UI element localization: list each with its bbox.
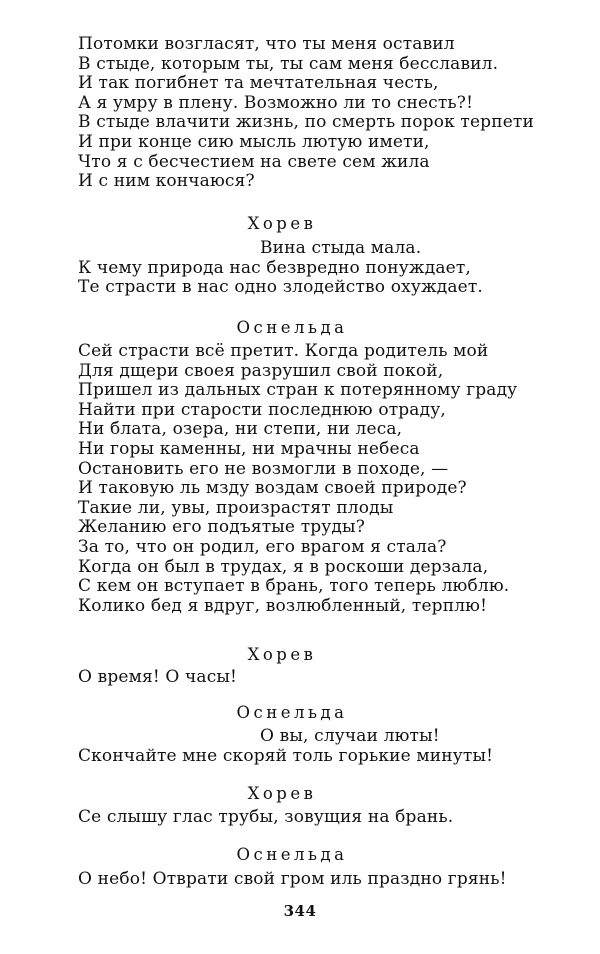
verse-line: Скончайте мне скоряй толь горькие минуты!	[78, 745, 494, 766]
speaker-name: Хорев	[247, 645, 317, 664]
verse-line: Потомки возгласят, что ты меня оставил	[78, 34, 455, 54]
verse-block-1	[78, 35, 538, 192]
verse-line: Се слышу глас трубы, зовущия на брань.	[78, 807, 454, 827]
verse-line: Пришел из дальных стран к потерянному граду	[78, 380, 518, 401]
verse-line: И с ним кончаюся?	[78, 171, 255, 192]
speaker-name: Хорев	[247, 784, 317, 803]
verse-line: За то, что он родил, его врагом я стала?	[78, 536, 447, 557]
verse-line: Для дщери своея разрушил свой покой,	[78, 360, 444, 381]
speaker-name: Оснельда	[236, 703, 348, 722]
verse-line: Вина стыда мала.	[260, 238, 422, 258]
verse-line: Сей страсти всё претит. Когда родитель мой	[78, 341, 489, 361]
verse-line: Что я с бесчестием на свете сем жила	[78, 151, 430, 172]
page-number: 344	[283, 902, 317, 920]
verse-line: О вы, случаи люты!	[260, 726, 440, 746]
verse-line: Те страсти в нас одно злодейство охуждает.	[78, 277, 483, 298]
verse-block-2	[78, 239, 538, 298]
verse-block-7	[78, 870, 538, 890]
verse-block-4	[78, 668, 538, 688]
verse-line: В стыде, которым ты, ты сам меня бесславил.	[78, 53, 499, 74]
verse-line: Ни горы каменны, ни мрачны небеса	[78, 438, 420, 459]
verse-line: Такие ли, увы, произрастят плоды	[78, 497, 394, 518]
verse-line: К чему природа нас безвредно понуждает,	[78, 257, 471, 278]
verse-line: В стыде влачити жизнь, по смерть порок терпети	[78, 112, 534, 133]
verse-line: Остановить его не возмогли в походе, —	[78, 458, 449, 479]
verse-line: Желанию его подъятые труды?	[78, 517, 365, 538]
verse-line: С кем он вступает в брань, того теперь люблю.	[78, 576, 510, 597]
speaker-name: Хорев	[247, 214, 317, 233]
verse-line: И так погибнет та мечтательная честь,	[78, 73, 439, 94]
verse-line: О время! О часы!	[78, 667, 238, 687]
verse-line: Найти при старости последнюю отраду,	[78, 399, 446, 420]
verse-line: Колико бед я вдруг, возлюбленный, терплю!	[78, 595, 488, 616]
verse-line: И таковую ль мзду воздам своей природе?	[78, 478, 467, 499]
verse-line: И при конце сию мысль лютую имети,	[78, 131, 430, 152]
verse-block-3	[78, 342, 538, 616]
verse-line: О небо! Отврати свой гром иль праздно грянь!	[78, 869, 507, 889]
verse-block-5	[78, 727, 538, 766]
verse-block-6	[78, 808, 538, 828]
verse-line: А я умру в плену. Возможно ли то снесть?!	[78, 92, 474, 113]
verse-line: Когда он был в трудах, я в роскоши дерзала,	[78, 556, 489, 577]
speaker-name: Оснельда	[236, 318, 348, 337]
speaker-name: Оснельда	[236, 845, 348, 864]
verse-line: Ни блата, озера, ни степи, ни леса,	[78, 419, 403, 440]
